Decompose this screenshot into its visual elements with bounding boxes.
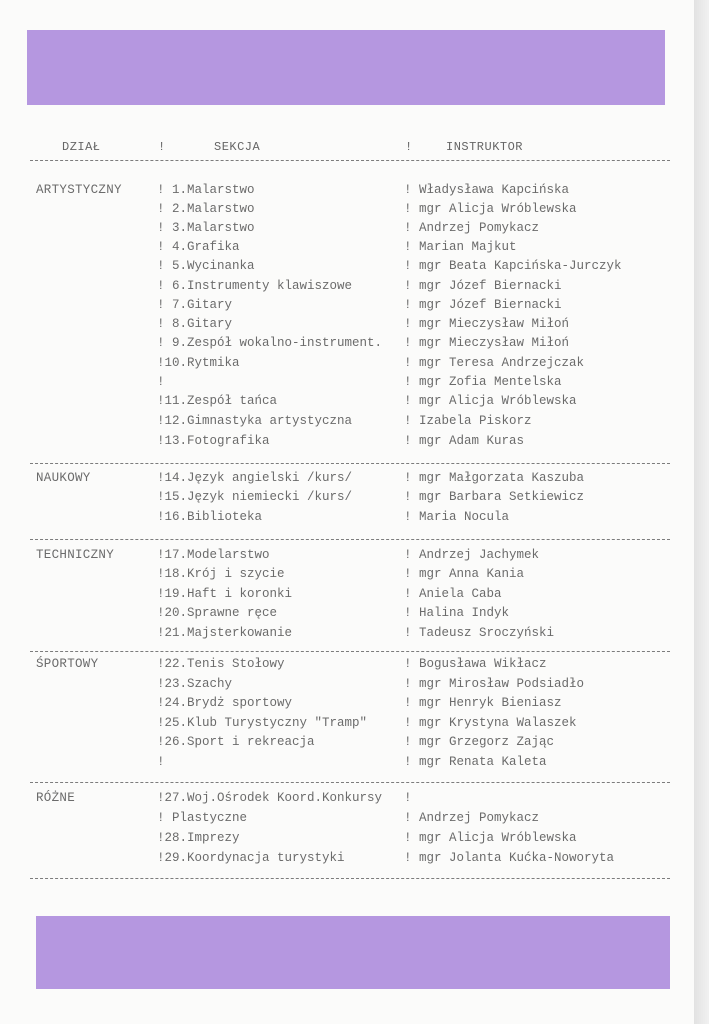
- table-row: [0, 675, 694, 694]
- row-instruktor: ! mgr Teresa Andrzejczak: [404, 356, 585, 370]
- table-row: [0, 585, 694, 604]
- table-row: [0, 432, 694, 451]
- row-sekcja: !11.Zespół tańca: [157, 394, 278, 408]
- row-sekcja: ! 6.Instrumenty klawiszowe: [157, 279, 353, 293]
- table-row: [0, 733, 694, 752]
- row-sekcja: ! Plastyczne: [157, 811, 248, 825]
- table-row: [0, 546, 694, 565]
- row-sekcja: !21.Majsterkowanie: [157, 626, 293, 640]
- row-instruktor: ! mgr Krystyna Walaszek: [404, 716, 577, 730]
- table-row: [0, 181, 694, 200]
- row-instruktor: ! mgr Barbara Setkiewicz: [404, 490, 585, 504]
- section-rule-sportowy: [30, 782, 670, 783]
- header-separator-1: !: [158, 140, 166, 154]
- row-instruktor: !: [404, 791, 412, 805]
- row-sekcja: !22.Tenis Stołowy: [157, 657, 285, 671]
- row-instruktor: ! Halina Indyk: [404, 606, 510, 620]
- section-rule-artystyczny: [30, 463, 670, 464]
- table-row: [0, 714, 694, 733]
- table-row: [0, 200, 694, 219]
- row-sekcja: ! 5.Wycinanka: [157, 259, 255, 273]
- row-instruktor: ! mgr Józef Biernacki: [404, 298, 562, 312]
- table-row: [0, 315, 694, 334]
- row-sekcja: !18.Krój i szycie: [157, 567, 285, 581]
- row-sekcja: ! 2.Malarstwo: [157, 202, 255, 216]
- row-sekcja: !10.Rytmika: [157, 356, 240, 370]
- row-instruktor: ! mgr Mieczysław Miłoń: [404, 317, 570, 331]
- bottom-purple-band: [36, 916, 670, 989]
- table-row: [0, 257, 694, 276]
- table-row: [0, 753, 694, 772]
- row-instruktor: ! mgr Mieczysław Miłoń: [404, 336, 570, 350]
- row-instruktor: ! Maria Nocula: [404, 510, 510, 524]
- row-sekcja: ! 7.Gitary: [157, 298, 233, 312]
- row-dzial: NAUKOWY: [36, 471, 91, 485]
- row-dzial: RÓŻNE: [36, 791, 76, 805]
- table-row: [0, 849, 694, 868]
- row-instruktor: ! Andrzej Pomykacz: [404, 221, 540, 235]
- header-separator-2: !: [405, 140, 413, 154]
- row-instruktor: ! mgr Alicja Wróblewska: [404, 394, 577, 408]
- row-instruktor: ! Andrzej Pomykacz: [404, 811, 540, 825]
- section-rule-naukowy: [30, 539, 670, 540]
- row-instruktor: ! Izabela Piskorz: [404, 414, 532, 428]
- header-sekcja: SEKCJA: [214, 140, 261, 154]
- table-row: [0, 655, 694, 674]
- row-instruktor: ! mgr Zofia Mentelska: [404, 375, 562, 389]
- row-instruktor: ! Bogusława Wikłacz: [404, 657, 547, 671]
- row-sekcja: !23.Szachy: [157, 677, 233, 691]
- table-row: [0, 694, 694, 713]
- row-sekcja: !12.Gimnastyka artystyczna: [157, 414, 353, 428]
- table-row: [0, 469, 694, 488]
- row-instruktor: ! mgr Jolanta Kućka-Noworyta: [404, 851, 615, 865]
- table-row: [0, 789, 694, 808]
- row-instruktor: ! mgr Grzegorz Zając: [404, 735, 555, 749]
- row-sekcja: !16.Biblioteka: [157, 510, 263, 524]
- row-instruktor: ! mgr Józef Biernacki: [404, 279, 562, 293]
- row-sekcja: !25.Klub Turystyczny "Tramp": [157, 716, 368, 730]
- header-instruktor: INSTRUKTOR: [446, 140, 524, 154]
- row-sekcja: ! 4.Grafika: [157, 240, 240, 254]
- table-row: [0, 296, 694, 315]
- row-sekcja: !13.Fotografika: [157, 434, 270, 448]
- table-row: [0, 334, 694, 353]
- table-row: [0, 508, 694, 527]
- row-instruktor: ! mgr Henryk Bieniasz: [404, 696, 562, 710]
- row-sekcja: !: [157, 755, 165, 769]
- top-purple-band: [27, 30, 665, 105]
- row-dzial: ŚPORTOWY: [36, 657, 99, 671]
- table-row: [0, 238, 694, 257]
- row-instruktor: ! mgr Małgorzata Kaszuba: [404, 471, 585, 485]
- row-sekcja: !28.Imprezy: [157, 831, 240, 845]
- table-row: [0, 488, 694, 507]
- table-row: [0, 604, 694, 623]
- row-instruktor: ! Marian Majkut: [404, 240, 517, 254]
- row-dzial: TECHNICZNY: [36, 548, 115, 562]
- row-sekcja: !: [157, 375, 165, 389]
- row-sekcja: !26.Sport i rekreacja: [157, 735, 315, 749]
- page-edge: [694, 0, 709, 1024]
- table-row: [0, 219, 694, 238]
- row-instruktor: ! Władysława Kapcińska: [404, 183, 570, 197]
- row-sekcja: ! 9.Zespół wokalno-instrument.: [157, 336, 383, 350]
- table-row: [0, 277, 694, 296]
- row-sekcja: ! 1.Malarstwo: [157, 183, 255, 197]
- row-sekcja: ! 3.Malarstwo: [157, 221, 255, 235]
- row-instruktor: ! mgr Beata Kapcińska-Jurczyk: [404, 259, 622, 273]
- row-instruktor: ! mgr Anna Kania: [404, 567, 525, 581]
- table-row: [0, 809, 694, 828]
- table-row: [0, 373, 694, 392]
- section-rule-techniczny: [30, 651, 670, 652]
- table-row: [0, 829, 694, 848]
- section-rule-rozne: [30, 878, 670, 879]
- row-sekcja: !15.Język niemiecki /kurs/: [157, 490, 353, 504]
- table-row: [0, 624, 694, 643]
- table-row: [0, 412, 694, 431]
- row-sekcja: !19.Haft i koronki: [157, 587, 293, 601]
- row-sekcja: !14.Język angielski /kurs/: [157, 471, 353, 485]
- row-instruktor: ! Tadeusz Sroczyński: [404, 626, 555, 640]
- row-sekcja: ! 8.Gitary: [157, 317, 233, 331]
- row-sekcja: !27.Woj.Ośrodek Koord.Konkursy: [157, 791, 383, 805]
- header-rule: [30, 160, 670, 161]
- row-instruktor: ! Aniela Caba: [404, 587, 502, 601]
- table-row: [0, 392, 694, 411]
- row-dzial: ARTYSTYCZNY: [36, 183, 122, 197]
- header-dzial: DZIAŁ: [62, 140, 101, 154]
- table-row: [0, 565, 694, 584]
- row-instruktor: ! mgr Alicja Wróblewska: [404, 202, 577, 216]
- row-instruktor: ! mgr Mirosław Podsiadło: [404, 677, 585, 691]
- row-instruktor: ! mgr Alicja Wróblewska: [404, 831, 577, 845]
- table-row: [0, 354, 694, 373]
- row-sekcja: !20.Sprawne ręce: [157, 606, 278, 620]
- row-sekcja: !17.Modelarstwo: [157, 548, 270, 562]
- row-sekcja: !29.Koordynacja turystyki: [157, 851, 345, 865]
- row-instruktor: ! Andrzej Jachymek: [404, 548, 540, 562]
- row-instruktor: ! mgr Renata Kaleta: [404, 755, 547, 769]
- row-sekcja: !24.Brydż sportowy: [157, 696, 293, 710]
- row-instruktor: ! mgr Adam Kuras: [404, 434, 525, 448]
